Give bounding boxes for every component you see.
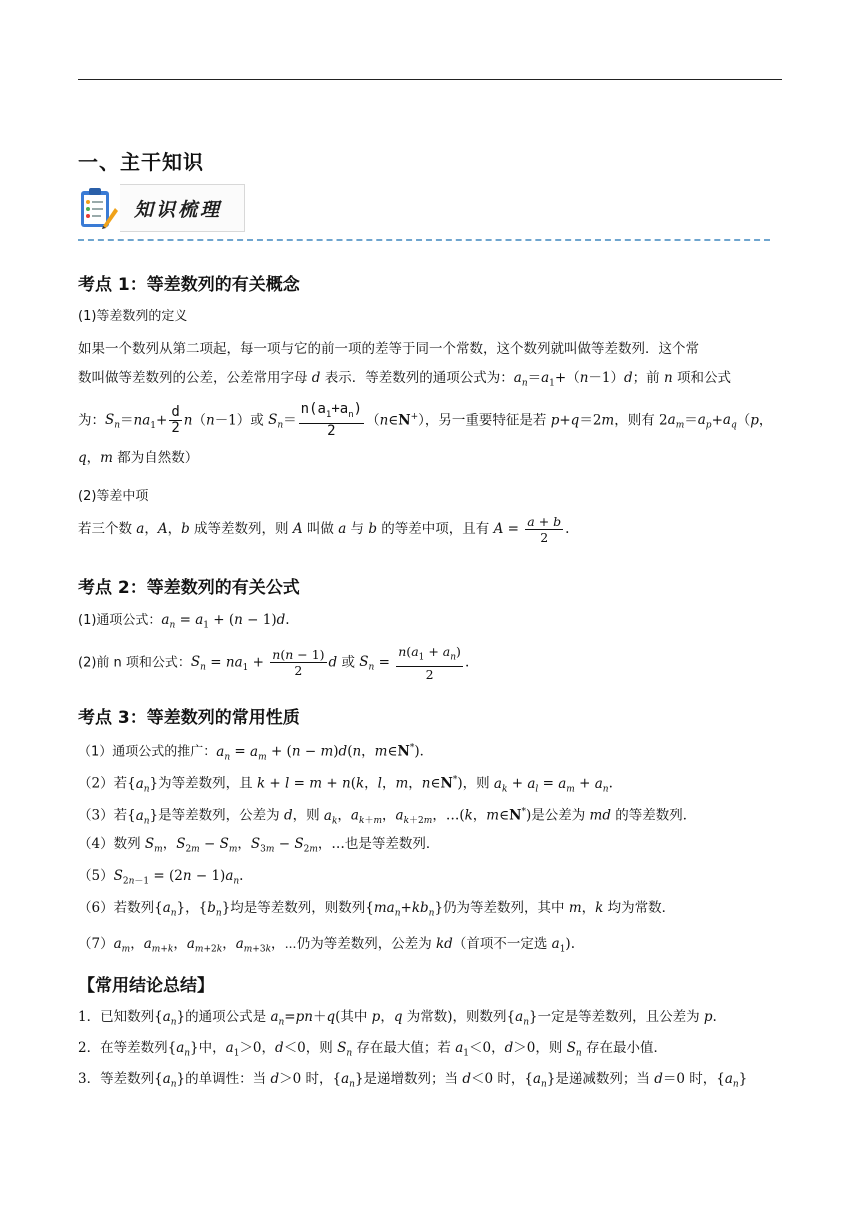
dashed-divider: [78, 239, 770, 241]
kp1-definition: 如果一个数列从第二项起，每一项与它的前一项的差等于同一个常数，这个数列就叫做等差数列．这个常 数叫做等差数列的公差，公差常用字母 d 表示．等差数列的通项公式为：$a_n=a_1+(n-1)d$；前 n 项和公式 为：$S_n=na_1+$ $\frac{d}{2}$ n（n－1）或 $S_n=$ $\frac{n(a_1+a_n)}{2}$ （n∈N+），另一重要特征是若 p+q＝2m，则有 $2a_m=a_p+a_q(p$， q，m 都为自然数）: [78, 341, 773, 466]
kp3-prop-1: （1）通项公式的推广：$a_n = a_m + (n - m)d(n$，m∈N*)．: [78, 743, 434, 763]
knowledge-badge: [78, 184, 246, 232]
clipboard-icon: [78, 186, 118, 230]
header-rule: [78, 79, 782, 80]
kp3-title: 考点 3：等差数列的常用性质: [78, 708, 300, 728]
kp3-prop-6: （6）若数列$\{a_n\}$，$\{b_n\}$均是等差数列，则数列$\{ma_n+kb_n\}$仍为等差数列，其中 m，k 均为常数．: [78, 900, 676, 919]
kp1-sub2: (2)等差中项: [78, 489, 149, 504]
kp3-prop-2: （2）若$\{a_n\}$为等差数列，且 k + l = m + n(k，l，m，n∈N*)，则 $a_k + a_l = a_m + a_n$.: [78, 775, 613, 795]
summary-1: 1．已知数列$\{a_n\}$的通项公式是 $a_n=pn+q$(其中 p，q 为常数)，则数列$\{a_n\}$一定是等差数列，且公差为 p.: [78, 1009, 717, 1028]
kp1-sub1: (1)等差数列的定义: [78, 309, 188, 324]
kp3-prop-4: （4）数列 $S_m$，$S_{2m} - S_m$，$S_{3m} - S_{2m}$，…也是等差数列．: [78, 836, 440, 855]
kp2-formula-1: (1)通项公式：$a_n = a_1 + (n - 1)d$.: [78, 612, 290, 631]
kp1-middle-term: 若三个数 a，A，b 成等差数列，则 A 叫做 a 与 b 的等差中项，且有 A = $\frac{a + b}{2}$ .: [78, 514, 570, 545]
summary-3: 3．等差数列$\{a_n\}$的单调性：当 d＞0 时，$\{a_n\}$是递增数列；当 d＜0 时，$\{a_n\}$是递减数列；当 d＝0 时，$\{a_n\}$: [78, 1071, 748, 1090]
kp3-prop-3: （3）若$\{a_n\}$是等差数列，公差为 d，则 $a_k$，$a_{k+m}$，$a_{k+2m}$，…(k，m∈N*)是公差为 md 的等差数列．: [78, 807, 697, 827]
kp1-title: 考点 1：等差数列的有关概念: [78, 275, 300, 295]
section-title: 一、主干知识: [78, 150, 204, 174]
kp2-title: 考点 2：等差数列的有关公式: [78, 578, 300, 598]
summary-title: 【常用结论总结】: [78, 976, 214, 996]
kp3-prop-7: $(7)a_m$，$a_{m+k}$，$a_{m+2k}$，$a_{m+3k}$，⋯仍为等差数列，公差为 kd（首项不一定选 $a_1$).: [78, 936, 575, 955]
summary-2: 2．在等差数列$\{a_n\}$中，$a_1>0$，d＜0，则 $S_n$ 存在最大值；若 $a_1<0$，d＞0，则 $S_n$ 存在最小值．: [78, 1040, 667, 1059]
kp2-formula-2: (2)前 n 项和公式：$S_n = na_1$ + $\frac{n(n - 1)}{2}$ d 或 $S_n$ = $\frac{n(a_1 + a_n)}{2}$ .: [78, 644, 470, 682]
kp3-prop-5: $(5)S_{2n-1} = (2n - 1)a_n$.: [78, 868, 244, 887]
badge-label: 知识梳理: [134, 199, 223, 221]
